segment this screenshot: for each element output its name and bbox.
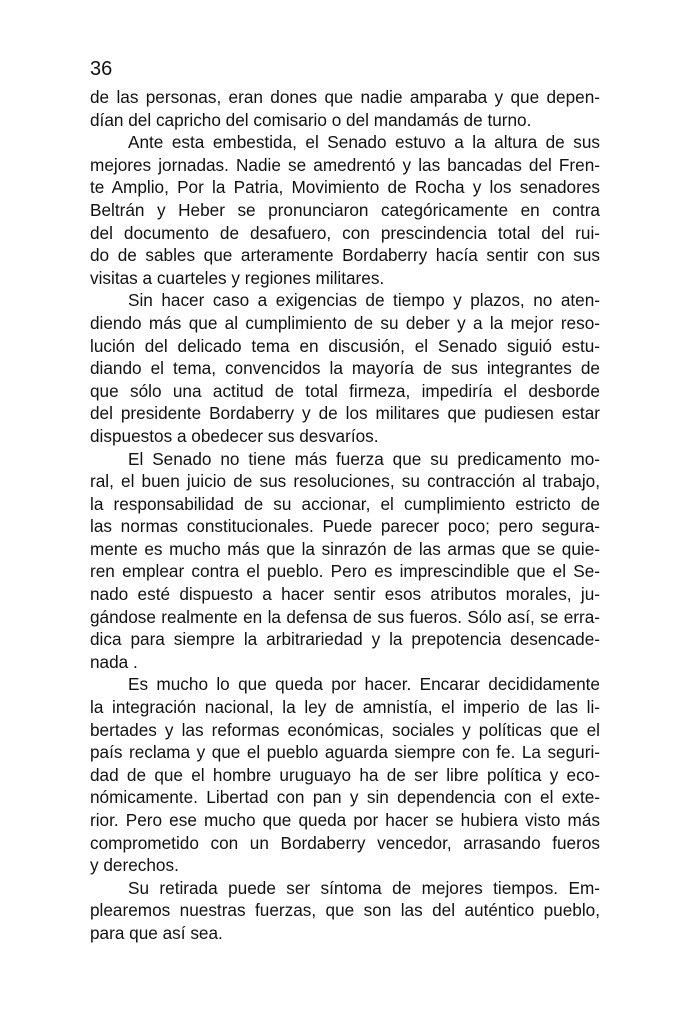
text-line: Sin hacer caso a exigencias de tiempo y plazos, no aten-: [128, 290, 600, 311]
text-line: y derechos.: [90, 855, 179, 876]
text-line: ren emplear contra el pueblo. Pero es imprescindible que el Se-: [90, 561, 600, 582]
paragraph: [90, 86, 600, 131]
paragraph: [90, 131, 600, 289]
text-line: gándose realmente en la defensa de sus fueros. Sólo así, se erra-: [90, 606, 600, 627]
text-line: Su retirada puede ser síntoma de mejores tiempos. Em-: [128, 877, 600, 898]
text-line: dica para siempre la arbitrariedad y la prepotencia desencade-: [90, 629, 600, 650]
paragraph: [90, 673, 600, 876]
text-line: rior. Pero ese mucho que queda por hacer se hubiera visto más: [90, 810, 600, 830]
text-line: del documento de desafuero, con prescindencia total del rui-: [90, 222, 600, 243]
text-line: lución del delicado tema en discusión, el Senado siguió estu-: [90, 335, 600, 356]
text-line: Beltrán y Heber se pronunciaron categóricamente en contra: [90, 199, 600, 220]
text-line: la integración nacional, la ley de amnistía, el imperio de las li-: [90, 697, 600, 718]
text-line: El Senado no tiene más fuerza que su predicamento mo-: [128, 448, 600, 469]
text-line: bertades y las reformas económicas, sociales y políticas que el: [90, 719, 600, 740]
text-line: nado esté dispuesto a hacer sentir esos atributos morales, ju-: [90, 584, 600, 605]
text-line: del presidente Bordaberry y de los militares que pudiesen estar: [90, 403, 600, 424]
text-line: Ante esta embestida, el Senado estuvo a la altura de sus: [128, 132, 600, 153]
text-line: Es mucho lo que queda por hacer. Encarar decididamente: [128, 674, 600, 695]
text-line: la responsabilidad de su accionar, el cumplimiento estricto de: [90, 493, 600, 514]
text-line: plearemos nuestras fuerzas, que son las del auténtico pueblo,: [90, 900, 600, 921]
text-line: nómicamente. Libertad con pan y sin dependencia con el exte-: [90, 787, 600, 808]
text-line: nada .: [90, 651, 138, 672]
text-line: diendo más que al cumplimiento de su deber y a la mejor reso-: [90, 312, 600, 333]
text-line: de las personas, eran dones que nadie amparaba y que depen-: [90, 87, 600, 107]
text-line: te Amplio, Por la Patria, Movimiento de Rocha y los senadores: [90, 177, 600, 198]
text-line: país reclama y que el pueblo aguarda siempre con fe. La seguri-: [90, 742, 600, 763]
paragraph: [90, 448, 600, 674]
page-number: 36: [90, 58, 113, 80]
text-line: dispuestos a obedecer sus desvaríos.: [90, 425, 379, 446]
text-line: las normas constitucionales. Puede parecer poco; pero segura-: [90, 516, 600, 537]
text-line: diando el tema, convencidos la mayoría de sus integrantes de: [90, 358, 600, 379]
text-line: dad de que el hombre uruguayo ha de ser libre política y eco-: [90, 764, 600, 785]
text-line: ral, el buen juicio de sus resoluciones, su contracción al trabajo,: [90, 471, 600, 492]
text-line: do de sables que arteramente Bordaberry hacía sentir con sus: [90, 245, 600, 266]
text-line: para que así sea.: [90, 922, 223, 943]
text-line: mente es mucho más que la sinrazón de las armas que se quie-: [90, 538, 600, 559]
paragraph: [90, 289, 600, 447]
body-text: [90, 86, 600, 945]
text-line: visitas a cuarteles y regiones militares.: [90, 267, 385, 288]
text-line: mejores jornadas. Nadie se amedrentó y las bancadas del Fren-: [90, 154, 600, 175]
text-line: dían del capricho del comisario o del mandamás de turno.: [90, 109, 532, 130]
text-line: comprometido con un Bordaberry vencedor, arrasando fueros: [90, 832, 600, 853]
paragraph: [90, 877, 600, 945]
text-line: que sólo una actitud de total firmeza, impediría el desborde: [90, 380, 600, 401]
